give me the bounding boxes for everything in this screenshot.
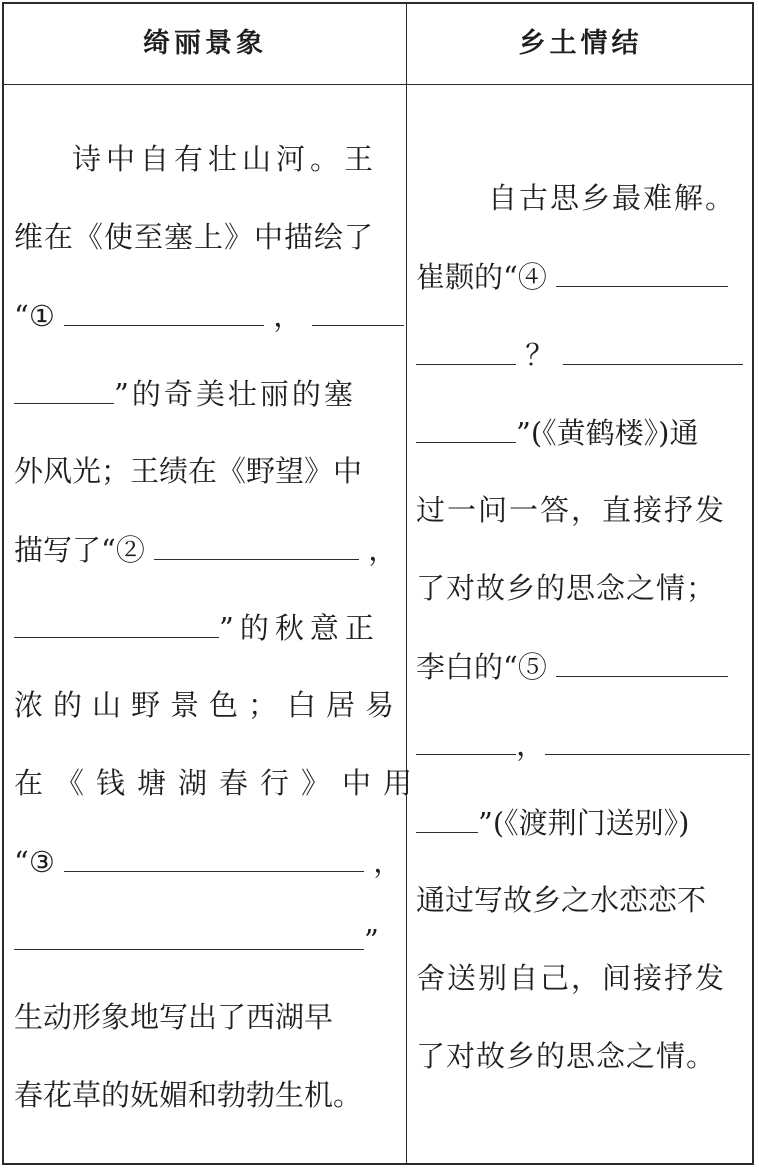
blank-3a[interactable] (64, 837, 364, 872)
left-line-8: 浓的山野景色；白居易 (14, 688, 405, 722)
right-line-11: 舍送别自己，间接抒发 (416, 961, 727, 995)
comma-1: ， (273, 299, 303, 333)
right-line-10: 通过写故乡之水恋恋不 (416, 883, 707, 917)
blank-3b[interactable] (14, 915, 364, 950)
right-line-9 (416, 798, 689, 846)
poetry-table (2, 2, 754, 1165)
right-line-9-text: ”(《渡荆门送别》) (478, 806, 690, 840)
right-line-12: 了对故乡的思念之情。 (416, 1039, 717, 1073)
blank-5b[interactable] (416, 720, 516, 755)
right-line-2-text: 崔颢的“④ (416, 260, 547, 294)
blank-1b[interactable] (312, 291, 404, 326)
question-mark-4: ？ (525, 338, 555, 372)
header-homesickness: 乡土情结 (518, 28, 643, 59)
left-line-1: 诗中自有壮山河。王 (72, 142, 379, 176)
left-line-6-text: 描写了“② (14, 533, 145, 567)
left-line-7-text: ”的秋意正 (219, 611, 380, 645)
right-line-6: 了对故乡的思念之情； (416, 571, 717, 605)
blank-4b[interactable] (416, 330, 516, 365)
left-line-3 (14, 291, 404, 339)
left-line-4 (14, 369, 356, 417)
left-line-12: 生动形象地写出了西湖早 (14, 1000, 334, 1034)
blank-5a[interactable] (556, 642, 728, 677)
left-line-5: 外风光；王绩在《野望》中 (14, 454, 363, 488)
right-line-5: 过一问一答，直接抒发 (416, 493, 727, 527)
right-line-2 (416, 252, 728, 300)
blank-1c[interactable] (14, 369, 114, 404)
comma-3: ， (373, 845, 403, 879)
blank-2a[interactable] (154, 525, 359, 560)
left-line-2: 维在《使至塞上》中描绘了 (14, 220, 375, 254)
left-line-11 (14, 915, 379, 963)
blank-2b[interactable] (14, 603, 219, 638)
right-line-7 (416, 642, 728, 690)
column-divider (406, 4, 407, 1163)
blank-1a[interactable] (64, 291, 264, 326)
blank-4a[interactable] (556, 252, 728, 287)
blank-4d[interactable] (416, 408, 516, 443)
right-line-4 (416, 408, 698, 456)
comma-5: ， (516, 728, 546, 762)
header-scenery: 绮丽景象 (143, 28, 267, 59)
left-line-10 (14, 837, 402, 885)
quote-close-3: ” (364, 923, 379, 957)
right-line-8 (416, 720, 750, 768)
left-line-4-text: ”的奇美壮丽的塞 (114, 377, 356, 411)
blank-5d[interactable] (416, 798, 478, 833)
left-line-7 (14, 603, 380, 651)
right-line-3 (416, 330, 743, 378)
left-line-9: 在《钱塘湖春行》中用 (14, 766, 425, 800)
blank-4c[interactable] (563, 330, 743, 365)
left-line-6 (14, 525, 397, 573)
right-line-4-text: ”(《黄鹤楼》)通 (516, 416, 699, 450)
right-line-7-text: 李白的“⑤ (416, 650, 547, 684)
quote-open-3: “③ (14, 845, 55, 879)
comma-2: ， (368, 533, 398, 567)
blank-5c[interactable] (545, 720, 750, 755)
header-divider (4, 84, 752, 85)
left-line-13: 春花草的妩媚和勃勃生机。 (14, 1078, 363, 1112)
quote-open-1: “① (14, 299, 55, 333)
right-line-1: 自古思乡最难解。 (488, 181, 737, 215)
